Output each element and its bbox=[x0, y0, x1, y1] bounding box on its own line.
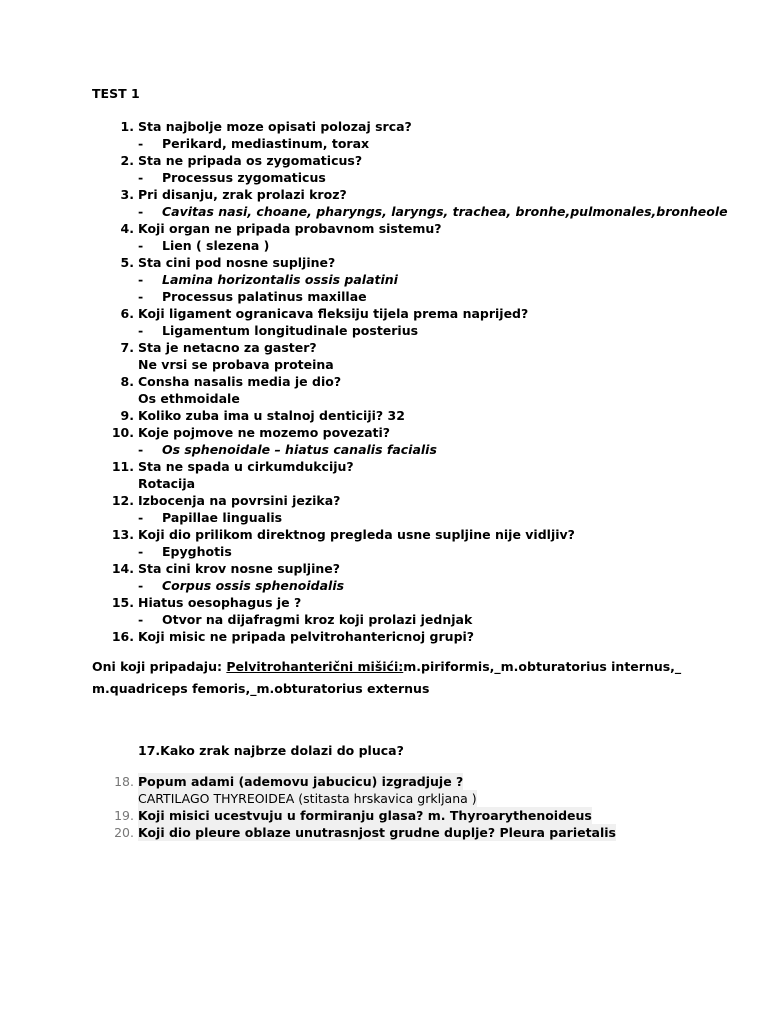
answer-text: Cavitas nasi, choane, pharyngs, laryngs, trachea, bronhe,pulmonales,bronheole bbox=[162, 204, 728, 219]
answer-bullet: - bbox=[138, 272, 144, 287]
item-number: 3. bbox=[120, 187, 134, 202]
question-text: Sta najbolje moze opisati polozaj srca? bbox=[138, 119, 412, 134]
question-text: Koji misic ne pripada pelvitrohantericnoj grupi? bbox=[138, 629, 475, 644]
item-number: 18. bbox=[114, 774, 134, 789]
item-number: 5. bbox=[120, 255, 134, 270]
paragraph-line-2: m.quadriceps femoris,_m.obturatorius externus bbox=[92, 681, 430, 696]
paragraph-underlined: Pelvitrohanterični mišići: bbox=[226, 659, 404, 674]
question-text: Koji ligament ogranicava fleksiju tijela prema naprijed? bbox=[138, 306, 529, 321]
answer-text: Ligamentum longitudinale posterius bbox=[162, 323, 419, 338]
question-text: Sta ne spada u cirkumdukciju? bbox=[138, 459, 354, 474]
answer-text: Papillae lingualis bbox=[162, 510, 283, 525]
answer-text: Lien ( slezena ) bbox=[162, 238, 270, 253]
document-title: TEST 1 bbox=[92, 86, 140, 101]
question-text: Pri disanju, zrak prolazi kroz? bbox=[138, 187, 347, 202]
paragraph-prefix: Oni koji pripadaju: bbox=[92, 659, 227, 674]
item-number: 19. bbox=[114, 808, 134, 823]
question-text: Consha nasalis media je dio? bbox=[138, 374, 342, 389]
answer-bullet: - bbox=[138, 323, 144, 338]
answer-bullet: - bbox=[138, 510, 144, 525]
question-text: Izbocenja na povrsini jezika? bbox=[138, 493, 341, 508]
question-text: Koji dio prilikom direktnog pregleda usne supljine nije vidljiv? bbox=[138, 527, 575, 542]
item-number: 1. bbox=[120, 119, 134, 134]
answer-bullet: - bbox=[138, 238, 144, 253]
answer-bullet: - bbox=[138, 612, 144, 627]
item-number: 12. bbox=[111, 493, 134, 508]
answer-bullet: - bbox=[138, 442, 144, 457]
answer-text: Os sphenoidale – hiatus canalis facialis bbox=[162, 442, 437, 457]
paragraph-line-1 bbox=[92, 659, 681, 674]
item-number: 13. bbox=[111, 527, 134, 542]
answer-text: Processus zygomaticus bbox=[162, 170, 326, 185]
question-text: Sta cini krov nosne supljine? bbox=[138, 561, 340, 576]
answer-text: Rotacija bbox=[138, 476, 196, 491]
answer-text: Corpus ossis sphenoidalis bbox=[162, 578, 345, 593]
question-text: Koji organ ne pripada probavnom sistemu? bbox=[138, 221, 442, 236]
question-text: Koji misici ucestvuju u formiranju glasa? m. Thyroarythenoideus bbox=[138, 808, 592, 823]
answer-bullet: - bbox=[138, 578, 144, 593]
question-17: 17.Kako zrak najbrze dolazi do pluca? bbox=[138, 743, 404, 758]
answer-bullet: - bbox=[138, 204, 144, 219]
item-number: 2. bbox=[120, 153, 134, 168]
answer-text: Processus palatinus maxillae bbox=[162, 289, 367, 304]
item-number: 16. bbox=[111, 629, 134, 644]
item-number: 7. bbox=[120, 340, 134, 355]
answer-text: Ne vrsi se probava proteina bbox=[138, 357, 334, 372]
question-text: Sta ne pripada os zygomaticus? bbox=[138, 153, 363, 168]
item-number: 11. bbox=[111, 459, 134, 474]
question-text: Popum adami (ademovu jabucicu) izgradjuje ? bbox=[138, 774, 464, 789]
paragraph-rest: m.piriformis,_m.obturatorius internus,_ bbox=[403, 659, 682, 674]
answer-bullet: - bbox=[138, 544, 144, 559]
question-text: Sta je netacno za gaster? bbox=[138, 340, 317, 355]
item-number: 8. bbox=[120, 374, 134, 389]
answer-bullet: - bbox=[138, 170, 144, 185]
question-text: Koji dio pleure oblaze unutrasnjost grudne duplje? Pleura parietalis bbox=[138, 825, 616, 840]
answer-text: Os ethmoidale bbox=[138, 391, 240, 406]
answer-text: Otvor na dijafragmi kroz koji prolazi jednjak bbox=[162, 612, 473, 627]
answer-bullet: - bbox=[138, 136, 144, 151]
answer-text: CARTILAGO THYREOIDEA (stitasta hrskavica grkljana ) bbox=[138, 791, 477, 806]
answer-text: Epyghotis bbox=[162, 544, 232, 559]
item-number: 6. bbox=[120, 306, 134, 321]
item-number: 10. bbox=[111, 425, 134, 440]
answer-text: Perikard, mediastinum, torax bbox=[162, 136, 370, 151]
question-text: Sta cini pod nosne supljine? bbox=[138, 255, 336, 270]
question-text: Koje pojmove ne mozemo povezati? bbox=[138, 425, 391, 440]
item-number: 15. bbox=[111, 595, 134, 610]
answer-text: Lamina horizontalis ossis palatini bbox=[162, 272, 398, 287]
item-number: 14. bbox=[111, 561, 134, 576]
answer-bullet: - bbox=[138, 289, 144, 304]
question-text: Koliko zuba ima u stalnoj denticiji? 32 bbox=[138, 408, 405, 423]
item-number: 9. bbox=[120, 408, 134, 423]
question-text: Hiatus oesophagus je ? bbox=[138, 595, 302, 610]
item-number: 4. bbox=[120, 221, 134, 236]
item-number: 20. bbox=[114, 825, 134, 840]
